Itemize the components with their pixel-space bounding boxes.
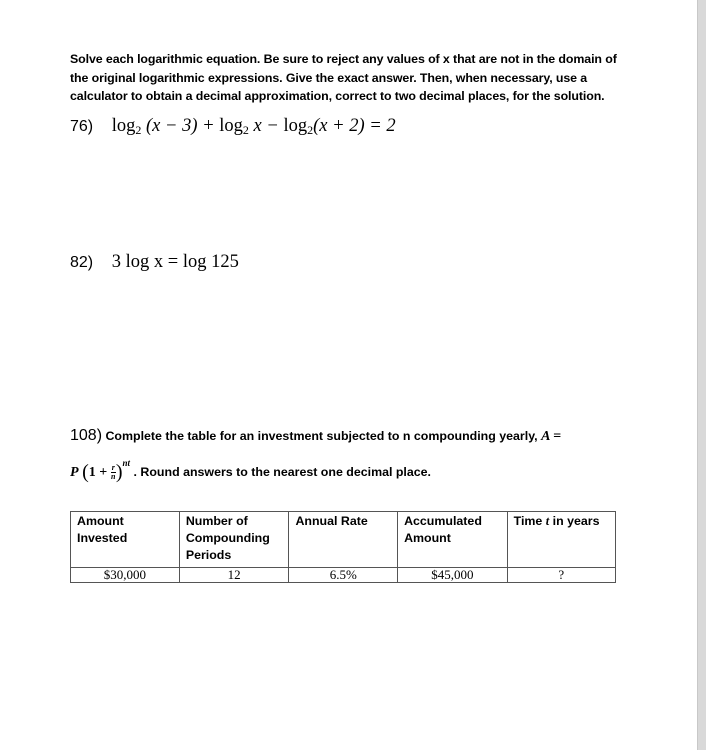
header-accumulated-amount: Accumulated Amount <box>398 512 508 568</box>
header-time-suffix: in years <box>549 514 600 528</box>
header-time-var: t <box>545 514 550 528</box>
header-amount-invested: Amount Invested <box>71 512 180 568</box>
problem-108-formula-a: A = <box>541 429 562 444</box>
problem-108-round-text: . Round answers to the nearest one decimal place. <box>133 465 431 479</box>
header-time-prefix: Time <box>513 514 546 528</box>
problem-108 <box>70 423 630 486</box>
problem-76-base-1: 2 <box>135 123 142 137</box>
formula-open-paren: ( <box>82 461 89 483</box>
problem-76-log-1: log <box>111 116 136 136</box>
formula-r: r <box>111 463 115 473</box>
problem-76-part-2: x − <box>253 116 279 136</box>
problem-76-base-3: 2 <box>307 123 314 137</box>
header-annual-rate: Annual Rate <box>289 512 398 568</box>
formula-one-plus: 1 + <box>88 465 108 480</box>
problem-108-text: Complete the table for an investment subjected to n compounding yearly, <box>105 429 538 443</box>
problem-82-equation: 3 log x = log 125 <box>111 252 239 272</box>
formula-p: P <box>70 465 79 480</box>
problem-76-base-2: 2 <box>242 123 249 137</box>
header-time <box>507 512 615 568</box>
problem-76-part-1: (x − 3) + <box>146 116 215 136</box>
cell-time: ? <box>507 568 615 583</box>
page-right-edge <box>697 0 706 750</box>
problem-82 <box>70 252 239 273</box>
table-header-row <box>71 512 616 568</box>
formula-n: n <box>111 472 116 482</box>
cell-amount-invested: $30,000 <box>71 568 180 583</box>
cell-annual-rate: 6.5% <box>289 568 398 583</box>
instructions-text: Solve each logarithmic equation. Be sure to reject any values of x that are not in the domain of the original logarithmic expressions. Give the exact answer. Then, when necessary, use a calculator to obtain a decimal approximation, correct to two decimal places, for the solution. <box>70 52 617 103</box>
cell-accumulated-amount: $45,000 <box>398 568 508 583</box>
problem-76-log-2: log <box>219 116 243 136</box>
problem-82-number: 82) <box>70 254 94 271</box>
cell-compounding-periods: 12 <box>179 568 289 583</box>
problem-76 <box>70 116 396 138</box>
compound-interest-formula <box>70 458 134 483</box>
formula-close-paren: ) <box>115 461 123 483</box>
problem-76-part-3: (x + 2) = 2 <box>313 116 396 136</box>
formula-exponent: nt <box>122 458 131 468</box>
problem-76-log-3: log <box>283 116 308 136</box>
header-compounding-periods: Number of Compounding Periods <box>179 512 289 568</box>
table-row <box>71 568 616 583</box>
investment-table <box>70 511 616 583</box>
problem-76-number: 76) <box>70 118 94 135</box>
problem-108-number: 108) <box>70 427 103 444</box>
